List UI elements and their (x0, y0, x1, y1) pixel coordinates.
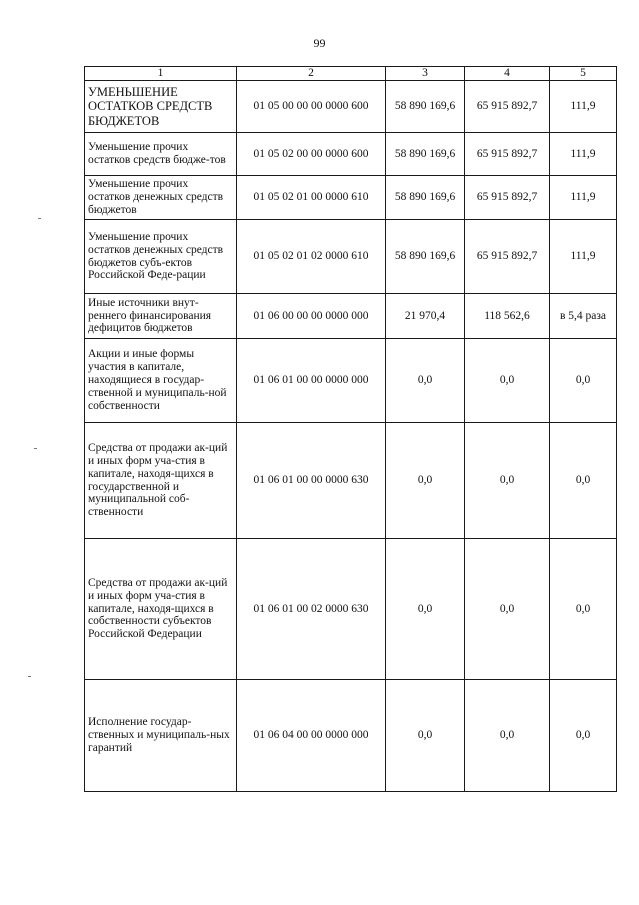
row-value-col3: 58 890 169,6 (386, 81, 465, 133)
table-row (85, 176, 617, 220)
row-value-col5: 111,9 (550, 176, 617, 220)
row-value-col5: 0,0 (550, 680, 617, 792)
row-code-cell: 01 05 02 00 00 0000 600 (237, 133, 386, 176)
row-value-col4: 0,0 (465, 680, 550, 792)
column-header: 3 (386, 67, 465, 81)
row-value-col4: 0,0 (465, 339, 550, 423)
row-name-cell: Средства от продажи ак-ций и иных форм уча-стия в капитале, находя-щихся в собственности субъектов Российской Федерации (85, 539, 237, 680)
table-row (85, 133, 617, 176)
page-number: 99 (313, 36, 326, 50)
row-value-col5: в 5,4 раза (550, 294, 617, 339)
table-row (85, 680, 617, 792)
table-row (85, 81, 617, 133)
row-value-col5: 111,9 (550, 133, 617, 176)
table-row (85, 339, 617, 423)
row-value-col4: 65 915 892,7 (465, 81, 550, 133)
row-value-col5: 0,0 (550, 339, 617, 423)
row-value-col3: 0,0 (386, 423, 465, 539)
row-name-cell: Иные источники внут-реннего финансирования дефицитов бюджетов (85, 294, 237, 339)
scan-mark (38, 218, 41, 219)
table-row (85, 423, 617, 539)
row-value-col3: 21 970,4 (386, 294, 465, 339)
financing-table (84, 66, 617, 792)
row-value-col3: 58 890 169,6 (386, 220, 465, 294)
scan-mark (28, 676, 31, 677)
row-value-col4: 65 915 892,7 (465, 176, 550, 220)
row-value-col3: 58 890 169,6 (386, 133, 465, 176)
row-value-col3: 0,0 (386, 539, 465, 680)
row-value-col3: 58 890 169,6 (386, 176, 465, 220)
row-value-col3: 0,0 (386, 680, 465, 792)
row-value-col5: 111,9 (550, 220, 617, 294)
row-value-col4: 65 915 892,7 (465, 133, 550, 176)
row-name-cell: Уменьшение прочих остатков денежных средств бюджетов (85, 176, 237, 220)
row-code-cell: 01 05 02 01 00 0000 610 (237, 176, 386, 220)
row-value-col5: 0,0 (550, 539, 617, 680)
row-code-cell: 01 05 00 00 00 0000 600 (237, 81, 386, 133)
table-row (85, 294, 617, 339)
row-value-col4: 0,0 (465, 423, 550, 539)
row-name-cell: Средства от продажи ак-ций и иных форм уча-стия в капитале, находя-щихся в государственной и муниципальной соб-ственности (85, 423, 237, 539)
row-value-col4: 65 915 892,7 (465, 220, 550, 294)
row-code-cell: 01 06 01 00 00 0000 630 (237, 423, 386, 539)
row-code-cell: 01 06 00 00 00 0000 000 (237, 294, 386, 339)
row-value-col4: 0,0 (465, 539, 550, 680)
row-name-cell: Уменьшение прочих остатков денежных средств бюджетов субъ-ектов Российской Феде-рации (85, 220, 237, 294)
row-code-cell: 01 06 01 00 00 0000 000 (237, 339, 386, 423)
table-row (85, 220, 617, 294)
row-value-col5: 111,9 (550, 81, 617, 133)
row-value-col3: 0,0 (386, 339, 465, 423)
row-code-cell: 01 06 04 00 00 0000 000 (237, 680, 386, 792)
row-value-col5: 0,0 (550, 423, 617, 539)
column-header: 2 (237, 67, 386, 81)
scan-mark (34, 448, 37, 449)
row-name-cell: УМЕНЬШЕНИЕ ОСТАТКОВ СРЕДСТВ БЮДЖЕТОВ (85, 81, 237, 133)
row-name-cell: Уменьшение прочих остатков средств бюдже-тов (85, 133, 237, 176)
row-name-cell: Акции и иные формы участия в капитале, находящиеся в государ-ственной и муниципаль-ной собственности (85, 339, 237, 423)
column-header: 4 (465, 67, 550, 81)
table-header-row (85, 67, 617, 81)
column-header: 5 (550, 67, 617, 81)
column-header: 1 (85, 67, 237, 81)
table-row (85, 539, 617, 680)
row-code-cell: 01 06 01 00 02 0000 630 (237, 539, 386, 680)
row-name-cell: Исполнение государ-ственных и муниципаль-ных гарантий (85, 680, 237, 792)
row-value-col4: 118 562,6 (465, 294, 550, 339)
row-code-cell: 01 05 02 01 02 0000 610 (237, 220, 386, 294)
